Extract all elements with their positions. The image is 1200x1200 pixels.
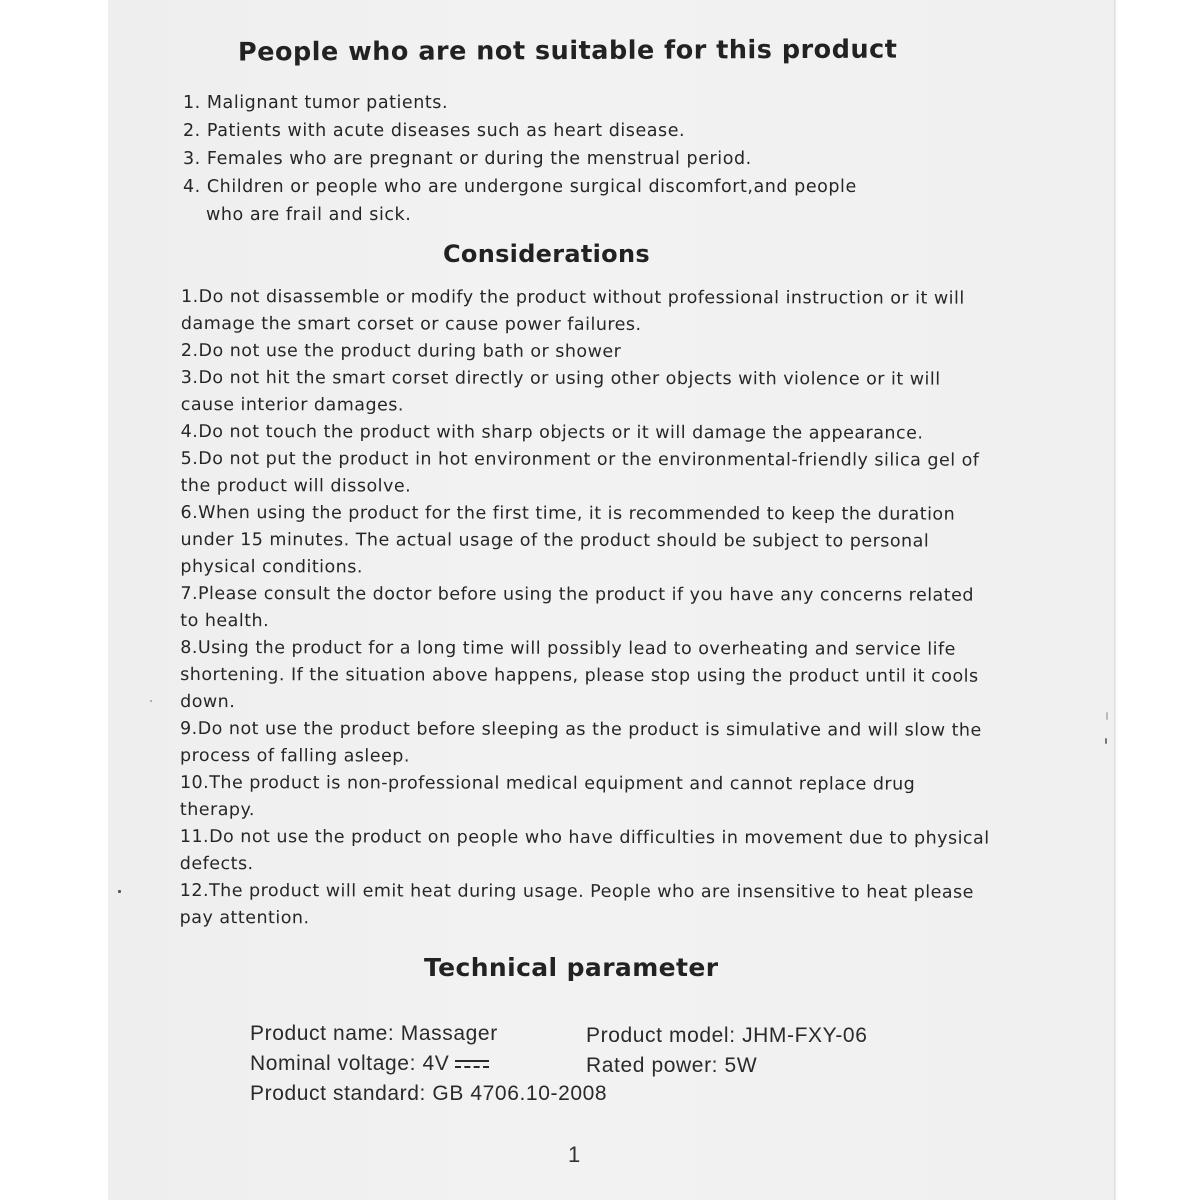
- considerations-line: 8.Using the product for a long time will possibly lead to overheating and service life: [180, 637, 956, 660]
- considerations-line: to health.: [180, 610, 270, 632]
- paper-speck: [150, 700, 152, 702]
- considerations-line: 12.The product will emit heat during usage. People who are insensitive to heat please: [179, 880, 974, 903]
- nominal-voltage-group: [250, 1052, 489, 1076]
- page-number: 1: [568, 1142, 581, 1167]
- not-suitable-item: 4. Children or people who are undergone surgical discomfort,and people: [183, 177, 857, 197]
- considerations-line: down.: [180, 691, 236, 713]
- rated-power: Rated power: 5W: [586, 1054, 758, 1077]
- considerations-line: the product will dissolve.: [180, 475, 412, 497]
- considerations-line: under 15 minutes. The actual usage of the product should be subject to personal: [180, 529, 930, 552]
- considerations-line: therapy.: [179, 799, 255, 821]
- considerations-line: shortening. If the situation above happens, please stop using the product until it cools: [180, 664, 979, 687]
- considerations-line: 5.Do not put the product in hot environment or the environmental-friendly silica gel of: [180, 448, 980, 471]
- considerations-line: 1.Do not disassemble or modify the product without professional instruction or it will: [180, 287, 965, 309]
- not-suitable-heading: People who are not suitable for this product: [237, 34, 898, 68]
- considerations-line: damage the smart corset or cause power failures.: [180, 313, 642, 335]
- product-model: Product model: JHM-FXY-06: [586, 1024, 868, 1047]
- considerations-line: 4.Do not touch the product with sharp objects or it will damage the appearance.: [180, 421, 924, 444]
- considerations-line: pay attention.: [179, 907, 310, 929]
- considerations-line: 6.When using the product for the first time, it is recommended to keep the duration: [180, 502, 956, 525]
- not-suitable-item: 3. Females who are pregnant or during the menstrual period.: [183, 149, 752, 169]
- not-suitable-item: 1. Malignant tumor patients.: [183, 93, 449, 113]
- product-standard: Product standard: GB 4706.10-2008: [250, 1082, 608, 1105]
- considerations-list: [180, 284, 991, 934]
- considerations-line: physical conditions.: [180, 556, 363, 578]
- considerations-line: 7.Please consult the doctor before using the product if you have any concerns related: [180, 583, 974, 606]
- considerations-line: 3.Do not hit the smart corset directly or using other objects with violence or it will: [180, 367, 941, 390]
- nominal-voltage: Nominal voltage: 4V: [250, 1052, 450, 1075]
- paper-edge: [1114, 0, 1117, 1200]
- not-suitable-item-continuation: who are frail and sick.: [206, 205, 412, 225]
- technical-heading: Technical parameter: [424, 953, 719, 982]
- not-suitable-list: [183, 89, 857, 229]
- considerations-line: cause interior damages.: [180, 394, 404, 416]
- considerations-line: 11.Do not use the product on people who have difficulties in movement due to physical: [179, 826, 990, 849]
- dc-current-icon: [455, 1057, 489, 1071]
- considerations-line: 2.Do not use the product during bath or shower: [180, 340, 622, 362]
- paper-speck: [118, 890, 121, 893]
- considerations-line: 9.Do not use the product before sleeping as the product is simulative and will slow the: [180, 718, 982, 741]
- paper-speck: [1105, 738, 1107, 744]
- considerations-line: process of falling asleep.: [179, 745, 410, 767]
- considerations-line: defects.: [179, 853, 254, 875]
- considerations-heading: Considerations: [443, 240, 650, 268]
- product-name: Product name: Massager: [250, 1022, 498, 1045]
- paper-speck: [1106, 712, 1108, 720]
- considerations-line: 10.The product is non-professional medical equipment and cannot replace drug: [179, 772, 916, 795]
- not-suitable-item: 2. Patients with acute diseases such as heart disease.: [183, 121, 686, 141]
